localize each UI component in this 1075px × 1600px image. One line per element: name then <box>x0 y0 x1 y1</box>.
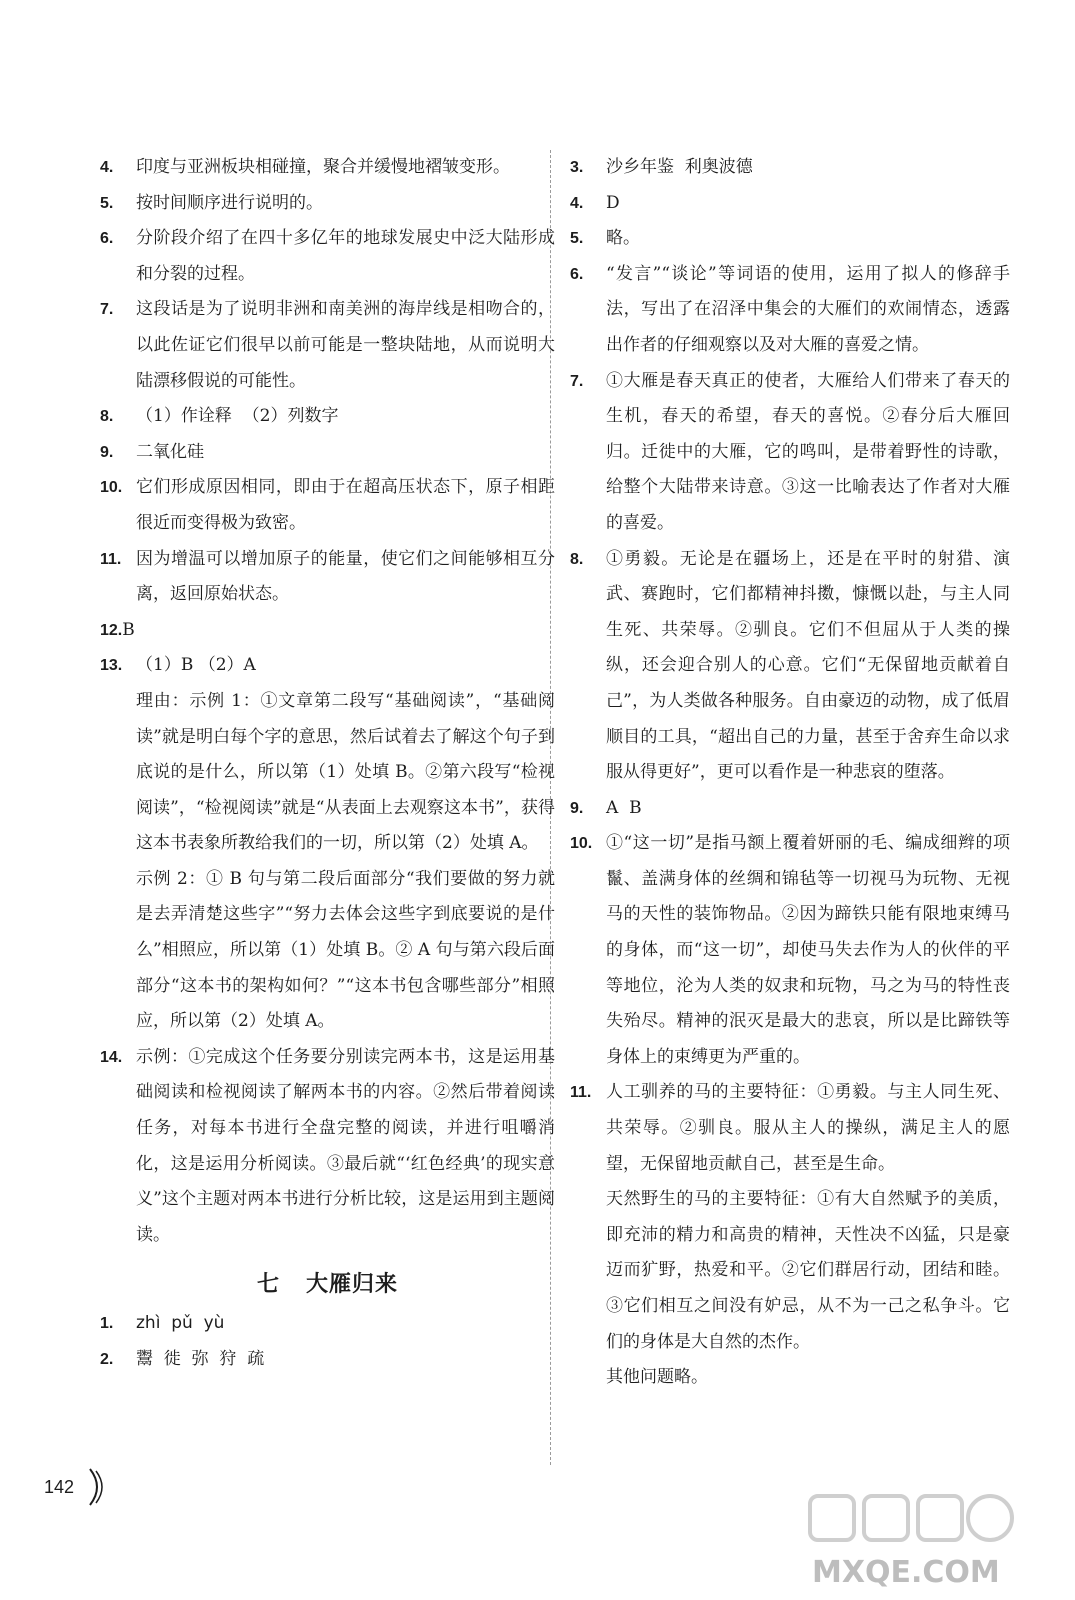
item-text: B <box>122 619 135 640</box>
item-number: 5. <box>100 194 114 212</box>
item-text: 印度与亚洲板块相碰撞，聚合并缓慢地褶皱变形。 <box>136 157 510 177</box>
item-number: 12. <box>100 621 123 639</box>
item-number: 4. <box>570 194 584 212</box>
answer-item <box>100 399 555 435</box>
answer-item <box>100 186 555 222</box>
item-text: 它们形成原因相同，即由于在超高压状态下，原子相距很近而变得极为致密。 <box>136 477 555 533</box>
item-reason-1: 理由：示例 1：①文章第二段写“基础阅读”，“基础阅读”就是明白每个字的意思，然后试着去了解这个句子到底说的是什么，所以第（1）处填 B。②第六段写“检视阅读”，“检视阅读”就是“从表面上去观察这本书”，获得这本书表象所教给我们的一切，所以第（2）处填 A。 <box>136 690 555 854</box>
item-number: 6. <box>100 230 114 248</box>
item-text: 略。 <box>606 228 640 249</box>
item-number: 5. <box>570 230 584 248</box>
item-text: 按时间顺序进行说明的。 <box>136 192 323 213</box>
item-text: （1）B （2）A <box>136 655 256 676</box>
answer-item <box>100 613 555 649</box>
answer-item <box>570 364 1010 542</box>
item-text: 人工驯养的马的主要特征：①勇毅。与主人同生死、共荣辱。②驯良。服从主人的操纵，满足主人的愿望，无保留地贡献自己，甚至是生命。 <box>606 1082 1010 1174</box>
item-text: ①大雁是春天真正的使者，大雁给人们带来了春天的生机，春天的希望，春天的喜悦。②春分后大雁回归。迁徙中的大雁，它的鸣叫，是带着野性的诗歌，给整个大陆带来诗意。③这一比喻表达了作者对大雁的喜爱。 <box>606 370 1010 533</box>
answer-item <box>100 470 555 541</box>
item-number: 3. <box>570 159 584 176</box>
item-text: zhì pǔ yù <box>136 1313 225 1334</box>
page-number <box>38 1465 108 1509</box>
item-number: 10. <box>570 835 593 853</box>
item-number: 8. <box>570 550 584 568</box>
answer-item <box>570 221 1010 257</box>
item-number: 11. <box>100 550 122 568</box>
item-number: 14. <box>100 1048 123 1066</box>
item-text: 鬻 徙 弥 狩 疏 <box>136 1349 265 1369</box>
item-text: 因为增温可以增加原子的能量，使它们之间能够相互分离，返回原始状态。 <box>136 548 555 605</box>
section-name: 大雁归来 <box>306 1272 399 1298</box>
item-number: 8. <box>100 408 114 426</box>
item-text: 示例：①完成这个任务要分别读完两本书，这是运用基础阅读和检视阅读了解两本书的内容。②然后带着阅读任务，对每本书进行全盘完整的阅读，并进行咀嚼消化，这是运用分析阅读。③最后就“‘红色经典’的现实意义”这个主题对两本书进行分析比较，这是运用到主题阅读。 <box>136 1046 555 1245</box>
answer-item <box>570 791 1010 827</box>
answer-item <box>570 1075 1010 1395</box>
page-number-text: 142 <box>44 1477 75 1497</box>
section-title <box>100 1267 555 1298</box>
item-text: ①勇毅。无论是在疆场上，还是在平时的射猎、演武、赛跑时，它们都精神抖擞，慷慨以赴，与主人同生死、共荣辱。②驯良。它们不但屈从于人类的操纵，还会迎合别人的心意。它们“无保留地贡献着自己”，为人类做各种服务。自由豪迈的动物，成了低眉顺目的工具，“超出自己的力量，甚至于舍弃生命以求服从得更好”，更可以看作是一种悲哀的堕落。 <box>606 548 1010 783</box>
watermark <box>800 1490 1030 1590</box>
item-number: 9. <box>570 799 584 817</box>
left-column <box>100 150 555 1378</box>
item-text: A B <box>606 797 642 818</box>
answer-item <box>100 1040 555 1254</box>
item-wild-horse: 天然野生的马的主要特征：①有大自然赋予的美质，即充沛的精力和高贵的精神，天性决不凶猛，只是豪迈而犷野，热爱和平。②它们群居行动，团结和睦。③它们相互之间没有妒忌，从不为一己之私争斗。它们的身体是大自然的杰作。 <box>606 1189 1010 1352</box>
item-number: 10. <box>100 479 123 497</box>
answer-item <box>100 435 555 471</box>
item-number: 7. <box>570 372 584 390</box>
answer-item <box>100 1306 555 1342</box>
answer-item <box>570 257 1010 364</box>
watermark-text: MXQE.COM <box>812 1555 1000 1590</box>
answer-item <box>100 221 555 292</box>
item-number: 4. <box>100 159 114 176</box>
answer-item <box>100 1342 555 1378</box>
answer-item <box>100 292 555 399</box>
item-text: 分阶段介绍了在四十多亿年的地球发展史中泛大陆形成和分裂的过程。 <box>136 228 555 284</box>
item-text: D <box>606 192 620 213</box>
item-text: 这段话是为了说明非洲和南美洲的海岸线是相吻合的，以此佐证它们很早以前可能是一整块陆地，从而说明大陆漂移假说的可能性。 <box>136 299 555 391</box>
right-column <box>570 150 1010 1396</box>
item-text: “发言”“谈论”等词语的使用，运用了拟人的修辞手法，写出了在沼泽中集会的大雁们的欢闹情态，透露出作者的仔细观察以及对大雁的喜爱之情。 <box>606 263 1010 355</box>
answer-item <box>570 150 1010 186</box>
item-text: 沙乡年鉴 利奥波德 <box>606 157 753 177</box>
answer-item <box>100 150 555 186</box>
answer-item <box>100 648 555 1040</box>
item-text: （1）作诠释 （2）列数字 <box>136 406 339 427</box>
item-number: 9. <box>100 443 114 461</box>
answer-item <box>100 542 555 613</box>
answer-item <box>570 542 1010 791</box>
item-other: 其他问题略。 <box>606 1367 708 1388</box>
watermark-logo-icon <box>800 1490 1030 1590</box>
item-text: ①“这一切”是指马额上覆着妍丽的毛、编成细辫的项鬣、盖满身体的丝绸和锦毡等一切视马为玩物、无视马的天性的装饰物品。②因为蹄铁只能有限地束缚马的身体，而“这一切”，却使马失去作为人的伙伴的平等地位，沦为人类的奴隶和玩物，马之为马的特性丧失殆尽。精神的泯灭是最大的悲哀，所以是比蹄铁等身体上的束缚更为严重的。 <box>606 833 1010 1067</box>
answer-item <box>570 186 1010 222</box>
item-number: 13. <box>100 657 123 675</box>
item-number: 7. <box>100 301 114 319</box>
item-text: 二氧化硅 <box>136 441 204 462</box>
item-number: 11. <box>570 1084 592 1102</box>
item-number: 2. <box>100 1351 114 1368</box>
item-number: 1. <box>100 1315 114 1333</box>
section-number: 七 <box>256 1272 280 1298</box>
item-number: 6. <box>570 265 584 283</box>
item-reason-2: 示例 2：① B 句与第二段后面部分“我们要做的努力就是去弄清楚这些字”“努力去体会这些字到底要说的是什么”相照应，所以第（1）处填 B。② A 句与第六段后面部分“这本书的架构如何？”“这本书包含哪些部分”相照应，所以第（2）处填 A。 <box>136 868 555 1032</box>
answer-item <box>570 826 1010 1075</box>
